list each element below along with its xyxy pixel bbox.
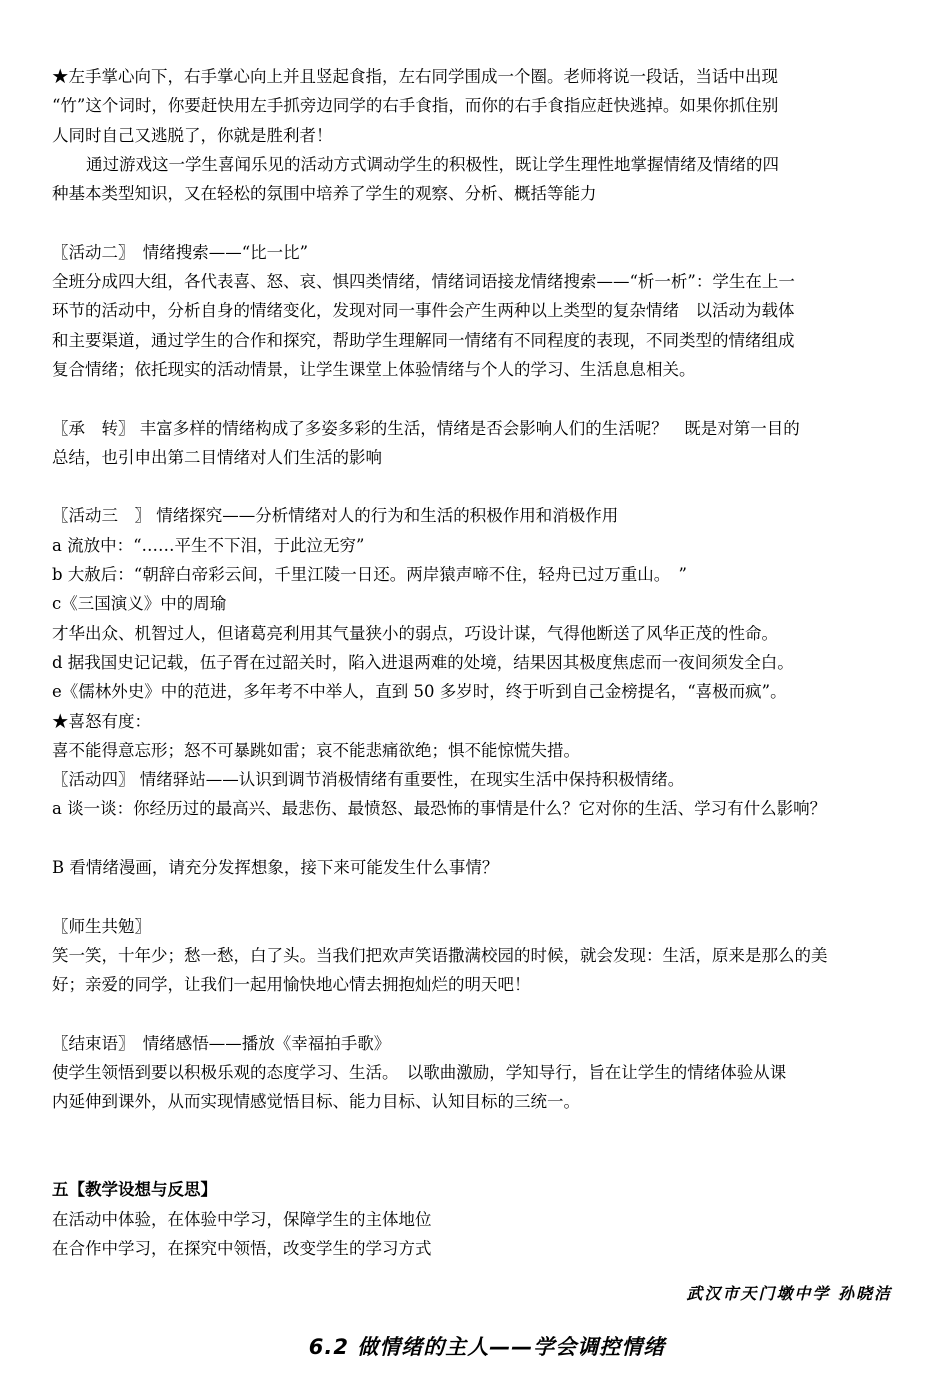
text-line: 种基本类型知识，又在轻松的氛围中培养了学生的观察、分析、概括等能力: [52, 184, 597, 204]
text-line: ★喜怒有度：: [52, 711, 151, 731]
text-line: c《三国演义》中的周瑜: [52, 594, 227, 614]
document-page: [52, 62, 922, 1385]
section-heading-activity-4: 〖活动四〗 情绪驿站——认识到调节消极情绪有重要性，在现实生活中保持积极情绪。: [52, 770, 685, 790]
section-heading-transition: 〖承 转〗 丰富多样的情绪构成了多姿多彩的生活，情绪是否会影响人们的生活呢？ 既是对第一目的: [52, 418, 800, 438]
section-heading-shared-encouragement: 〖师生共勉〗: [52, 916, 151, 936]
text-line: 使学生领悟到要以积极乐观的态度学习、生活。 以歌曲激励，学知导行，旨在让学生的情绪体验从课: [52, 1063, 787, 1083]
spacer: [52, 472, 922, 501]
text-line: 好；亲爱的同学，让我们一起用愉快地心情去拥抱灿烂的明天吧！: [52, 975, 531, 995]
text-line: 通过游戏这一学生喜闻乐见的活动方式调动学生的积极性，既让学生理性地掌握情绪及情绪的四: [86, 154, 779, 174]
spacer: [52, 882, 922, 911]
text-line: 总结，也引申出第二目情绪对人们生活的影响: [52, 447, 382, 467]
section-heading-activity-3: 〖活动三 〗 情绪探究——分析情绪对人的行为和生活的积极作用和消极作用: [52, 506, 619, 526]
section-heading-activity-2: 〖活动二〗 情绪搜索——“比一比”: [52, 242, 309, 262]
text-line: 人同时自己又逃脱了，你就是胜利者！: [52, 125, 333, 145]
text-line: 笑一笑，十年少；愁一愁，白了头。当我们把欢声笑语撒满校园的时候，就会发现：生活，原来是那么的美: [52, 945, 828, 965]
text-line: 在活动中体验，在体验中学习，保障学生的主体地位: [52, 1209, 432, 1229]
text-line: 和主要渠道，通过学生的合作和探究，帮助学生理解同一情绪有不同程度的表现，不同类型的情绪组成: [52, 330, 795, 350]
author-line: 武汉市天门墩中学 孙晓洁: [686, 1284, 892, 1304]
text-line: e《儒林外史》中的范进，多年考不中举人，直到 50 多岁时，终于听到自己金榜提名，“喜极而疯”。: [52, 682, 787, 702]
text-line: d 据我国史记记载，伍子胥在过韶关时，陷入进退两难的处境，结果因其极度焦虑而一夜间须发全白。: [52, 652, 794, 672]
spacer: [52, 384, 922, 413]
text-line: 在合作中学习，在探究中领悟，改变学生的学习方式: [52, 1238, 432, 1258]
section-heading-closing: 〖结束语〗 情绪感悟——播放《幸福拍手歌》: [52, 1033, 391, 1053]
text-line: B 看情绪漫画，请充分发挥想象，接下来可能发生什么事情？: [52, 858, 499, 878]
spacer: [52, 1000, 922, 1029]
spacer: [52, 824, 922, 853]
text-line: 复合情绪；依托现实的活动情景，让学生课堂上体验情绪与个人的学习、生活息息相关。: [52, 359, 696, 379]
text-line: b 大赦后：“朝辞白帝彩云间，千里江陵一日还。两岸猿声啼不住，轻舟已过万重山。 ”: [52, 565, 687, 585]
text-line: a 流放中：“……平生不下泪，于此泣无穷”: [52, 535, 365, 555]
text-line: 环节的活动中，分析自身的情绪变化，发现对同一事件会产生两种以上类型的复杂情绪 以活动为载体: [52, 301, 795, 321]
text-line: ★左手掌心向下，右手掌心向上并且竖起食指，左右同学围成一个圈。老师将说一段话，当话中出现: [52, 67, 778, 86]
text-line: a 谈一谈：你经历过的最高兴、最悲伤、最愤怒、最恐怖的事情是什么？它对你的生活、学习有什么影响？: [52, 799, 827, 819]
spacer: [52, 1146, 922, 1175]
section-heading-reflection: 五【教学设想与反思】: [52, 1180, 217, 1200]
text-line: 内延伸到课外，从而实现情感觉悟目标、能力目标、认知目标的三统一。: [52, 1092, 580, 1112]
text-line: 喜不能得意忘形；怒不可暴跳如雷；哀不能悲痛欲绝；惧不能惊慌失措。: [52, 740, 580, 760]
text-line: 才华出众、机智过人，但诸葛亮利用其气量狭小的弱点，巧设计谋，气得他断送了风华正茂的性命。: [52, 623, 778, 643]
text-line: “竹”这个词时，你要赶快用左手抓旁边同学的右手食指，而你的右手食指应赶快逃掉。如果你抓住别: [52, 96, 779, 116]
spacer: [52, 1117, 922, 1146]
spacer: [52, 208, 922, 237]
text-line: 全班分成四大组，各代表喜、怒、哀、惧四类情绪，情绪词语接龙情绪搜索——“析一析”：学生在上一: [52, 272, 795, 292]
page-title: 6.2 做情绪的主人——学会调控情绪: [308, 1335, 666, 1360]
